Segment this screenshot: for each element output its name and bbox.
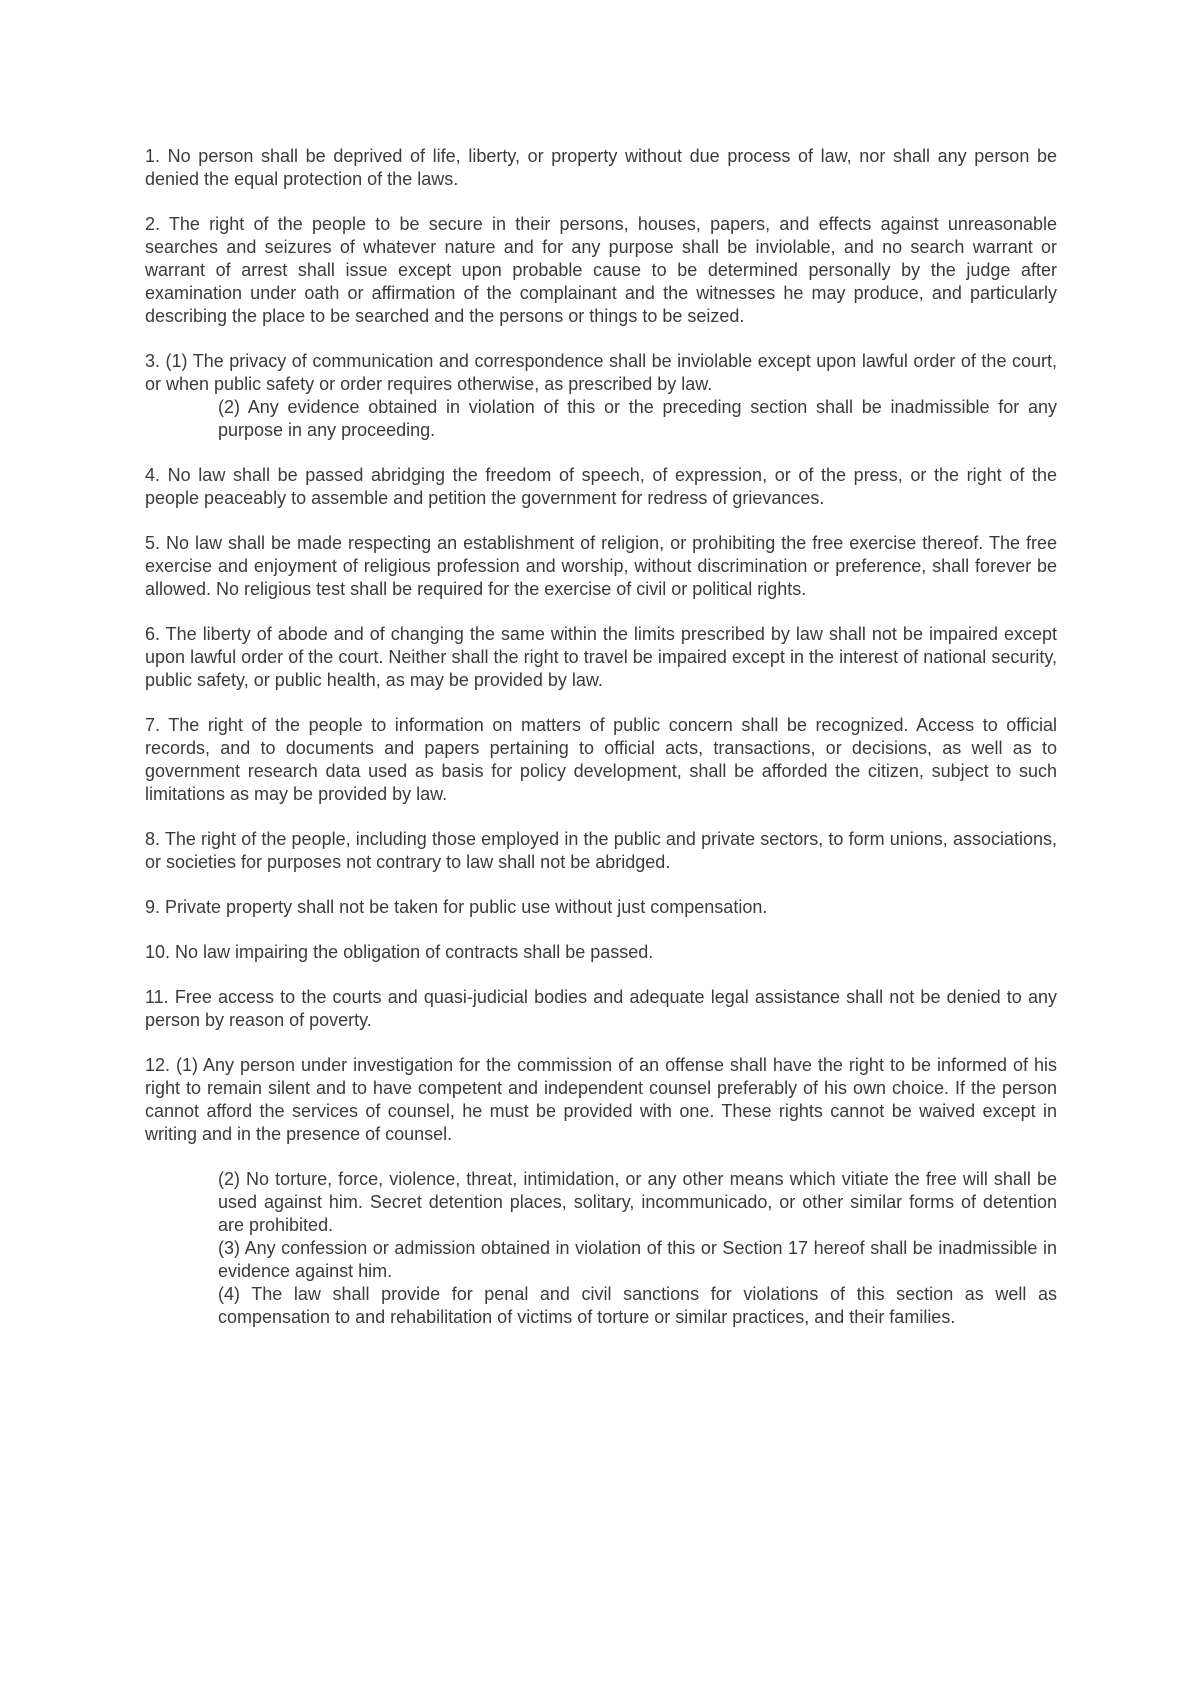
section-9-text: 9. Private property shall not be taken for public use without just compensation. (145, 897, 768, 917)
document-page (145, 145, 1057, 1329)
section-7-text: 7. The right of the people to information on matters of public concern shall be recognized. Access to official records, and to documents and papers pertaining to official acts, transactions, or decisions, as well as to government research data used as basis for policy development, shall be afforded the citizen, subject to such limitations as may be provided by law. (145, 715, 1057, 804)
section-11-text: 11. Free access to the courts and quasi-judicial bodies and adequate legal assistance shall not be denied to any person by reason of poverty. (145, 987, 1057, 1030)
section-12-sub-3: (3) Any confession or admission obtained in violation of this or Section 17 hereof shall be inadmissible in evidence against him. (218, 1238, 1057, 1281)
section-6-text: 6. The liberty of abode and of changing the same within the limits prescribed by law shall not be impaired except upon lawful order of the court. Neither shall the right to travel be impaired except in the interest of national security, public safety, or public health, as may be provided by law. (145, 624, 1057, 690)
section-4-text: 4. No law shall be passed abridging the freedom of speech, of expression, or of the press, or the right of the people peaceably to assemble and petition the government for redress of grievances. (145, 465, 1057, 508)
section-3-text: 3. (1) The privacy of communication and correspondence shall be inviolable except upon lawful order of the court, or when public safety or order requires otherwise, as prescribed by law. (145, 351, 1057, 394)
section-8-text: 8. The right of the people, including those employed in the public and private sectors, to form unions, associations, or societies for purposes not contrary to law shall not be abridged. (145, 829, 1057, 872)
section-12-text: 12. (1) Any person under investigation for the commission of an offense shall have the right to be informed of his right to remain silent and to have competent and independent counsel preferably of his own choice. If the person cannot afford the services of counsel, he must be provided with one. These rights cannot be waived except in writing and in the presence of counsel. (145, 1055, 1057, 1144)
section-1-text: 1. No person shall be deprived of life, liberty, or property without due process of law, nor shall any person be denied the equal protection of the laws. (145, 146, 1057, 189)
section-12-sub-4: (4) The law shall provide for penal and civil sanctions for violations of this section as well as compensation to and rehabilitation of victims of torture or similar practices, and their families. (218, 1284, 1057, 1327)
section-2-text: 2. The right of the people to be secure in their persons, houses, papers, and effects against unreasonable searches and seizures of whatever nature and for any purpose shall be inviolable, and no search warrant or warrant of arrest shall issue except upon probable cause to be determined personally by the judge after examination under oath or affirmation of the complainant and the witnesses he may produce, and particularly describing the place to be searched and the persons or things to be seized. (145, 214, 1057, 326)
section-10-text: 10. No law impairing the obligation of contracts shall be passed. (145, 942, 654, 962)
section-12-sub-2: (2) No torture, force, violence, threat, intimidation, or any other means which vitiate the free will shall be used against him. Secret detention places, solitary, incommunicado, or other similar forms of detention are prohibited. (218, 1169, 1057, 1235)
section-3-sub-2: (2) Any evidence obtained in violation of this or the preceding section shall be inadmissible for any purpose in any proceeding. (218, 397, 1057, 440)
section-5-text: 5. No law shall be made respecting an establishment of religion, or prohibiting the free exercise thereof. The free exercise and enjoyment of religious profession and worship, without discrimination or preference, shall forever be allowed. No religious test shall be required for the exercise of civil or political rights. (145, 533, 1057, 599)
